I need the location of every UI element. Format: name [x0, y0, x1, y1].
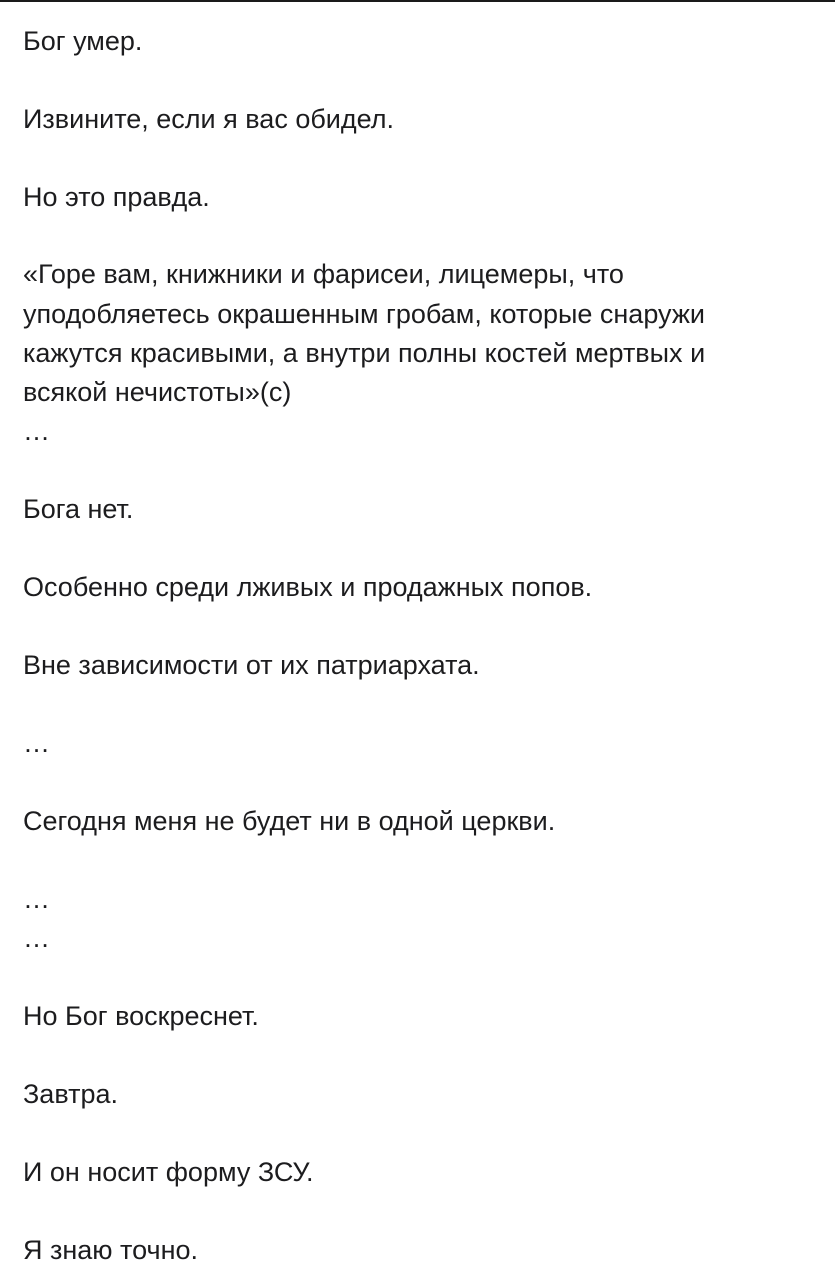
post-line: …: [23, 884, 50, 914]
post-line: Бог умер.: [23, 26, 143, 56]
post-line: Особенно среди лживых и продажных попов.: [23, 572, 593, 602]
post-line: кажутся красивыми, а внутри полны костей мертвых и: [23, 338, 706, 368]
post-line: …: [23, 416, 50, 446]
post-line: Но Бог воскреснет.: [23, 1001, 259, 1031]
post-line: …: [23, 728, 50, 758]
post-line: Завтра.: [23, 1079, 118, 1109]
post-line: Вне зависимости от их патриархата.: [23, 650, 480, 680]
post-line: Я знаю точно.: [23, 1235, 199, 1265]
post-line: …: [23, 923, 50, 953]
post-line: Сегодня меня не будет ни в одной церкви.: [23, 806, 556, 836]
post-line: уподобляетесь окрашенным гробам, которые снаружи: [23, 299, 705, 329]
top-border: [0, 0, 835, 2]
post-line: «Горе вам, книжники и фарисеи, лицемеры, что: [23, 259, 624, 289]
post-line: И он носит форму ЗСУ.: [23, 1157, 314, 1187]
post-line: всякой нечистоты»(с): [23, 377, 292, 407]
post-line: Извините, если я вас обидел.: [23, 104, 395, 134]
post-line: Но это правда.: [23, 182, 210, 212]
post-line: Бога нет.: [23, 494, 134, 524]
